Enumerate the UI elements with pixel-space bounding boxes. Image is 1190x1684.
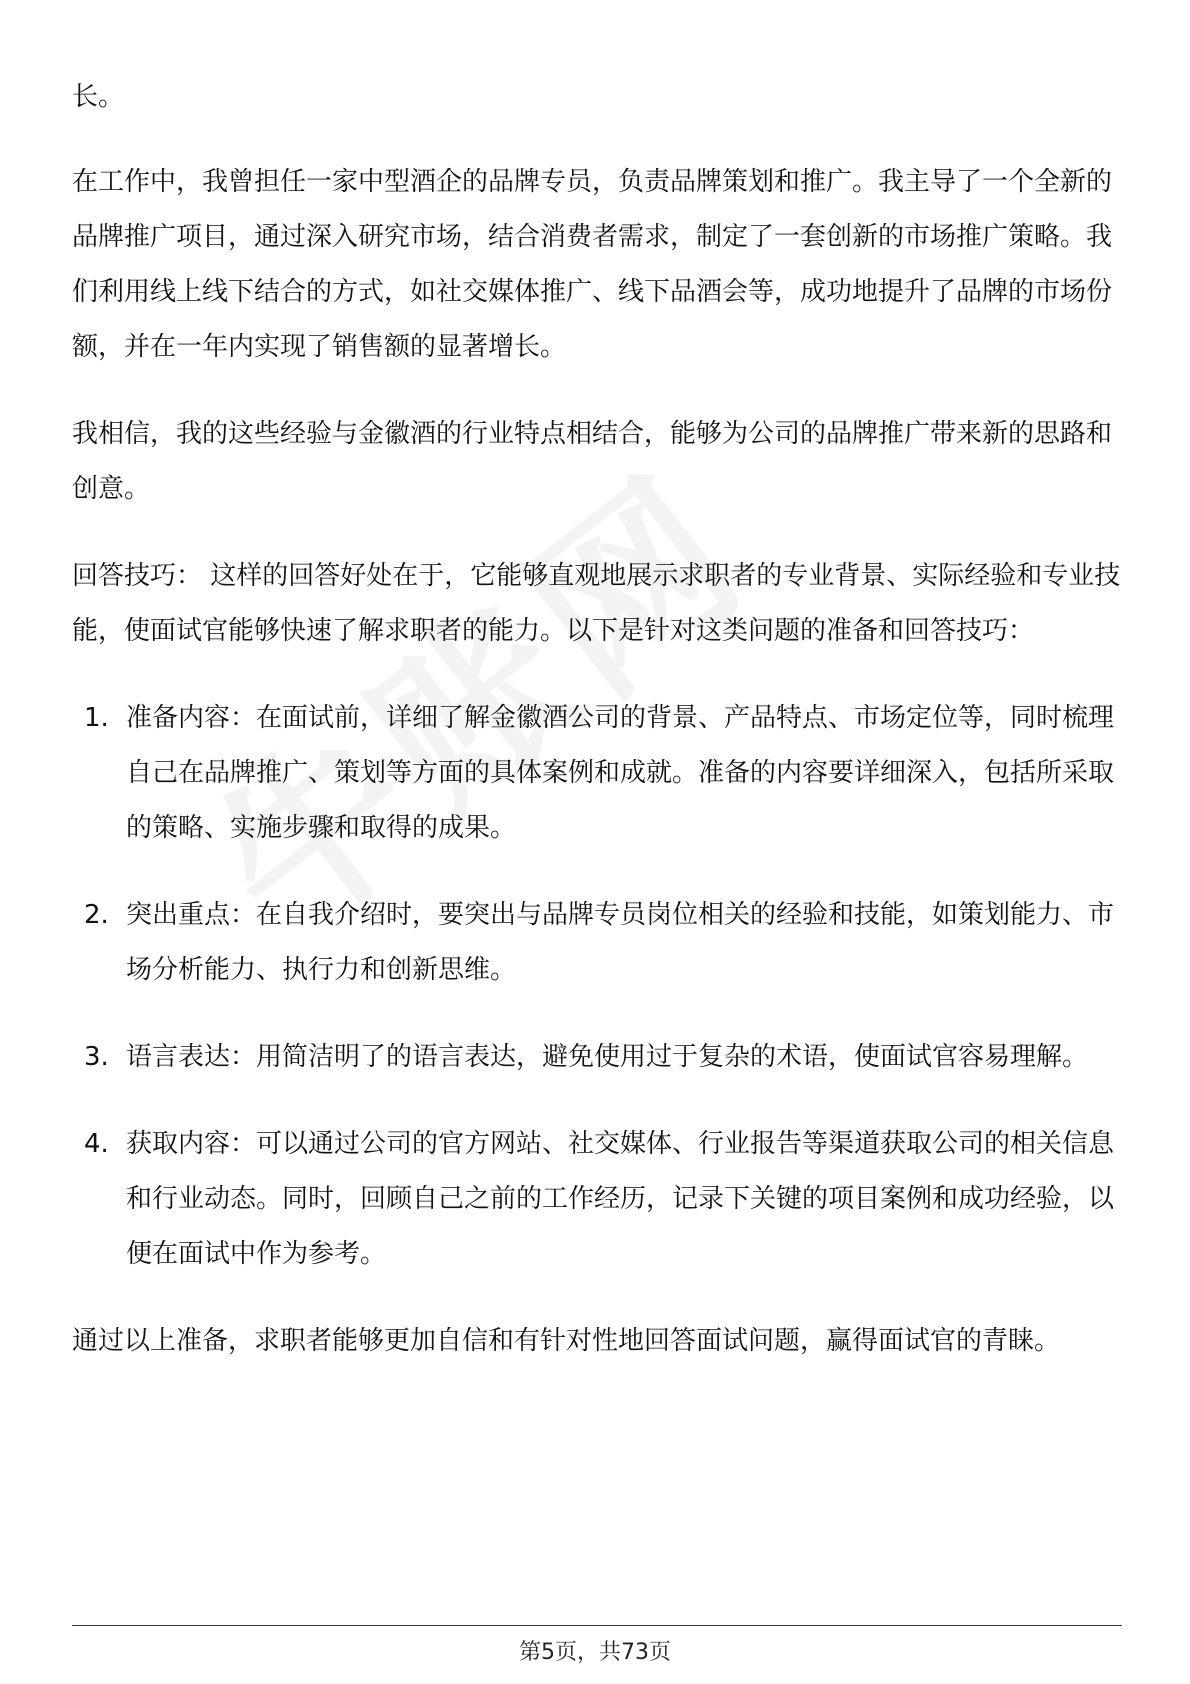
list-item-number: 1. — [84, 703, 109, 733]
list-item — [72, 888, 1122, 998]
page-content — [72, 70, 1122, 1401]
footer-divider — [72, 1625, 1122, 1626]
page-number: 第5页，共73页 — [519, 1640, 671, 1665]
list-item-text: 准备内容：在面试前，详细了解金徽酒公司的背景、产品特点、市场定位等，同时梳理自己在品牌推广、策划等方面的具体案例和成就。准备的内容要详细深入，包括所采取的策略、实施步骤和取得的成果。 — [126, 703, 1115, 843]
list-item-number: 4. — [84, 1129, 109, 1159]
paragraph-conclusion: 通过以上准备，求职者能够更加自信和有针对性地回答面试问题，赢得面试官的青睐。 — [72, 1326, 1061, 1356]
list-item-text: 突出重点：在自我介绍时，要突出与品牌专员岗位相关的经验和技能，如策划能力、市场分析能力、执行力和创新思维。 — [126, 900, 1115, 985]
list-item-text: 获取内容：可以通过公司的官方网站、社交媒体、行业报告等渠道获取公司的相关信息和行业动态。同时，回顾自己之前的工作经历，记录下关键的项目案例和成功经验，以便在面试中作为参考。 — [126, 1129, 1115, 1269]
list-item — [72, 1030, 1122, 1085]
list-item — [72, 1117, 1122, 1282]
paragraph-answer-tips: 回答技巧： 这样的回答好处在于，它能够直观地展示求职者的专业背景、实际经验和专业技能，使面试官能够快速了解求职者的能力。以下是针对这类问题的准备和回答技巧： — [72, 561, 1121, 646]
paragraph-continuation: 长。 — [72, 82, 125, 112]
tips-list — [72, 691, 1122, 1282]
list-item — [72, 691, 1122, 856]
paragraph-belief: 我相信，我的这些经验与金徽酒的行业特点相结合，能够为公司的品牌推广带来新的思路和创意。 — [72, 419, 1113, 504]
list-item-number: 3. — [84, 1042, 109, 1072]
list-item-text: 语言表达：用简洁明了的语言表达，避免使用过于复杂的术语，使面试官容易理解。 — [126, 1042, 1089, 1072]
paragraph-work-experience: 在工作中，我曾担任一家中型酒企的品牌专员，负责品牌策划和推广。我主导了一个全新的品牌推广项目，通过深入研究市场，结合消费者需求，制定了一套创新的市场推广策略。我们利用线上线下结合的方式，如社交媒体推广、线下品酒会等，成功地提升了品牌的市场份额，并在一年内实现了销售额的显著增长。 — [72, 167, 1113, 362]
list-item-number: 2. — [84, 900, 109, 930]
